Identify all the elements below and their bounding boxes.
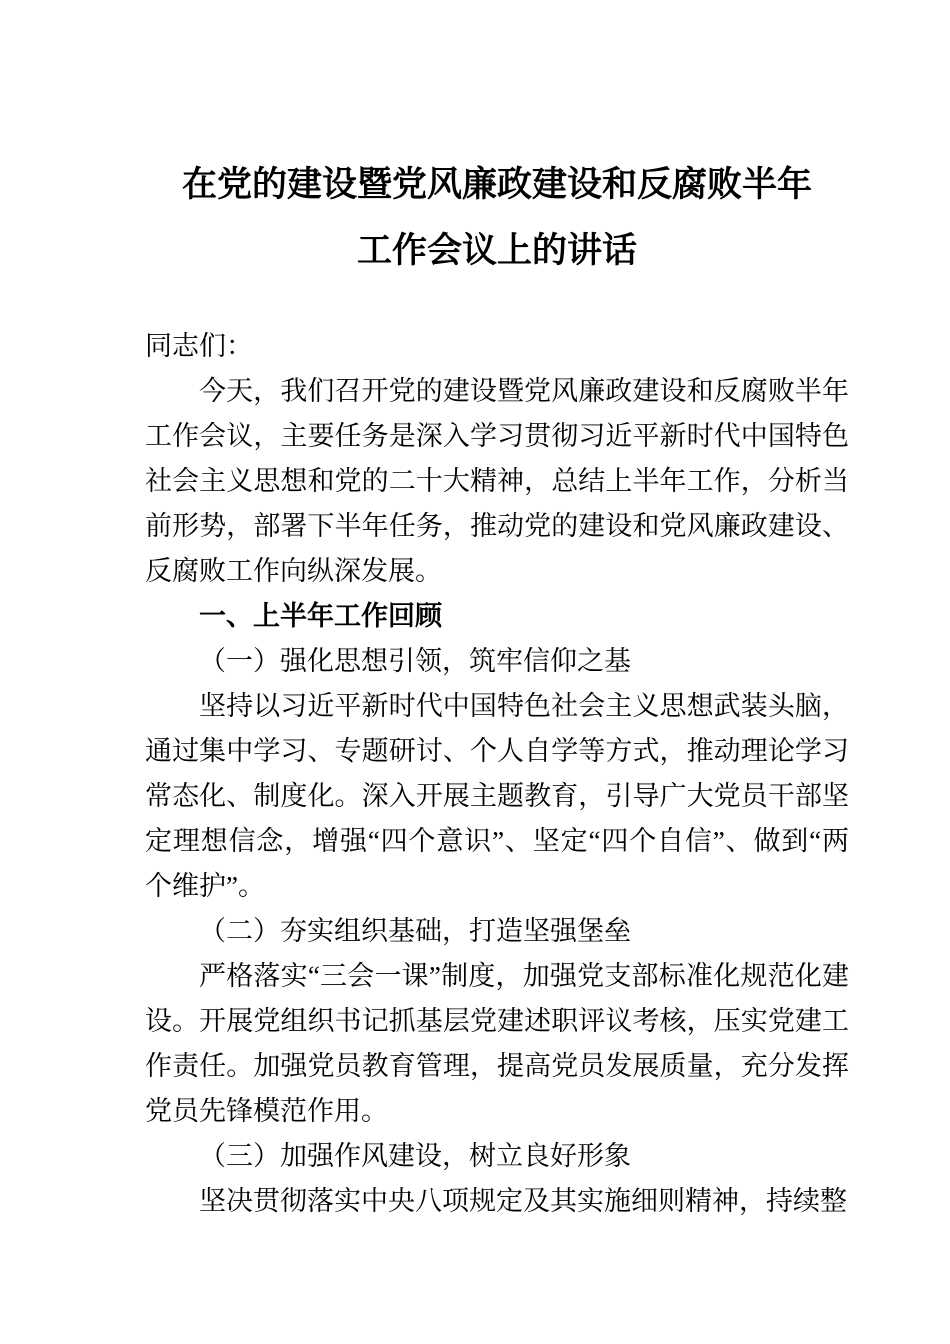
subsection-1-2-heading: （二）夯实组织基础，打造坚强堡垒 bbox=[199, 916, 631, 946]
document-title bbox=[145, 152, 849, 284]
subsection-1-3-heading: （三）加强作风建设，树立良好形象 bbox=[199, 1141, 631, 1171]
section-1-heading: 一、上半年工作回顾 bbox=[199, 601, 442, 631]
title-line-2: 工作会议上的讲话 bbox=[356, 231, 637, 270]
subsection-1-2-paragraph: 严格落实“三会一课”制度，加强党支部标准化规范化建设。开展党组织书记抓基层党建述职评议考核，压实党建工作责任。加强党员教育管理，提高党员发展质量，充分发挥党员先锋模范作用。 bbox=[145, 961, 849, 1126]
subsection-1-1-paragraph: 坚持以习近平新时代中国特色社会主义思想武装头脑，通过集中学习、专题研讨、个人自学等方式，推动理论学习常态化、制度化。深入开展主题教育，引导广大党员干部坚定理想信念，增强“四个意识”、坚定“四个自信”、做到“两个维护”。 bbox=[145, 691, 849, 901]
intro-paragraph: 今天，我们召开党的建设暨党风廉政建设和反腐败半年工作会议，主要任务是深入学习贯彻习近平新时代中国特色社会主义思想和党的二十大精神，总结上半年工作，分析当前形势，部署下半年任务，推动党的建设和党风廉政建设、反腐败工作向纵深发展。 bbox=[145, 376, 849, 586]
subsection-1-1-heading: （一）强化思想引领，筑牢信仰之基 bbox=[199, 646, 631, 676]
document-content bbox=[145, 0, 849, 1224]
subsection-1-3-paragraph: 坚决贯彻落实中央八项规定及其实施细则精神，持续整 bbox=[199, 1186, 847, 1216]
title-line-1: 在党的建设暨党风廉政建设和反腐败半年 bbox=[181, 165, 812, 204]
salutation: 同志们： bbox=[145, 331, 253, 361]
